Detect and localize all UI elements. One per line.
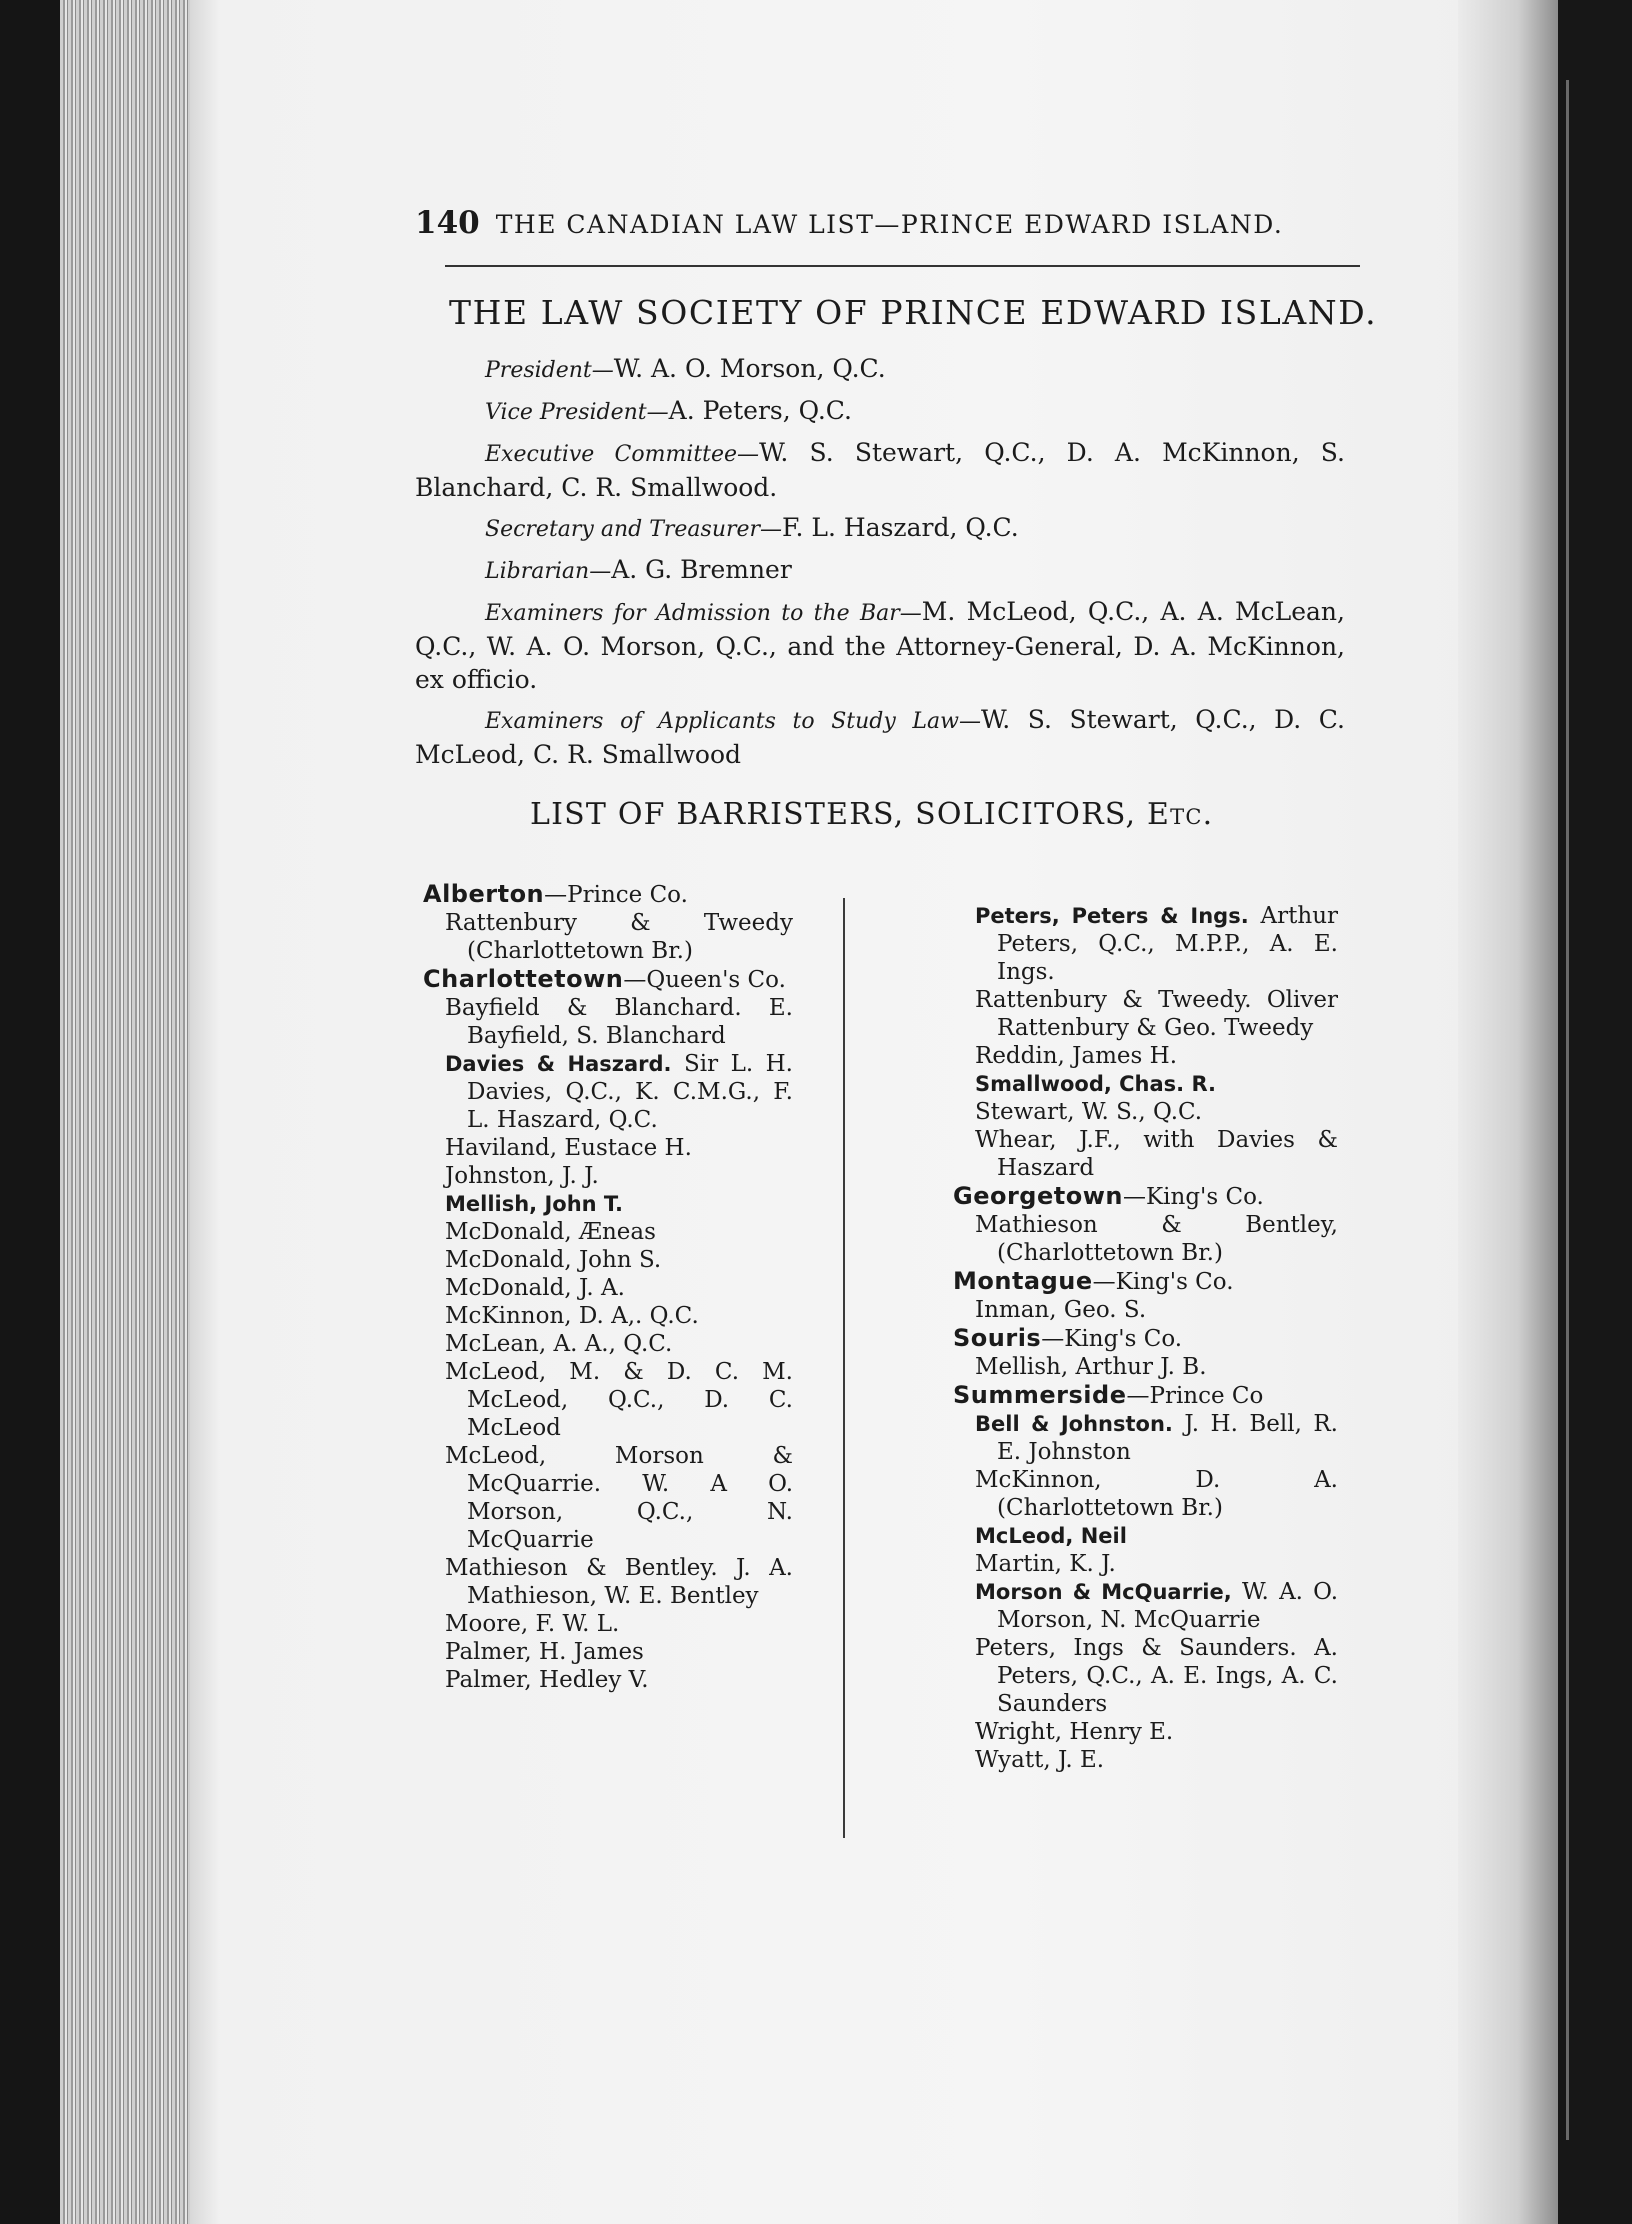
firm-name: Smallwood, Chas. R. xyxy=(975,1072,1217,1096)
firm-name: Peters, Peters & Ings. xyxy=(975,904,1249,928)
entry-text: Bayfield & Blanchard. E. Bayfield, S. Blanchard xyxy=(445,995,793,1049)
county-name: —Prince Co xyxy=(1126,1383,1264,1409)
entry-text: Palmer, H. James xyxy=(445,1639,644,1665)
barrister-entry xyxy=(975,1296,1338,1324)
barrister-entry xyxy=(975,986,1338,1042)
barrister-entry xyxy=(445,1330,793,1358)
running-title: THE CANADIAN LAW LIST—PRINCE EDWARD ISLAND. xyxy=(495,210,1284,239)
entry-text: Mathieson & Bentley, (Charlottetown Br.) xyxy=(975,1212,1338,1266)
entry-text: Wright, Henry E. xyxy=(975,1719,1174,1745)
officer-librarian: Librarian—A. G. Bremner xyxy=(485,555,792,584)
entry-text: Rattenbury & Tweedy. Oliver Rattenbury & Geo. Tweedy xyxy=(975,987,1338,1041)
firm-name: Mellish, John T. xyxy=(445,1192,624,1216)
officer-examiners-bar: Examiners for Admission to the Bar—M. McLeod, Q.C., A. A. McLean, Q.C., W. A. O. Morson, Q.C., and the Attorney-General, D. A. McKinnon, ex officio. xyxy=(415,597,1345,694)
town-name: Souris xyxy=(953,1324,1042,1352)
scan-background-right xyxy=(1558,0,1632,2224)
barrister-entry xyxy=(975,1718,1338,1746)
entry-text: McKinnon, D. A. (Charlottetown Br.) xyxy=(975,1467,1338,1521)
barrister-entry xyxy=(445,1442,793,1554)
barrister-entry xyxy=(975,1466,1338,1522)
county-name: —Queen's Co. xyxy=(623,967,786,993)
entry-text: Peters, Ings & Saunders. A. Peters, Q.C., A. E. Ings, A. C. Saunders xyxy=(975,1635,1338,1717)
officer-secretary-treasurer: Secretary and Treasurer—F. L. Haszard, Q.C. xyxy=(485,513,1019,542)
entry-text: Johnston, J. J. xyxy=(445,1163,599,1189)
barrister-entry xyxy=(975,1522,1338,1550)
officer-examiners-study: Examiners of Applicants to Study Law—W. S. Stewart, Q.C., D. C. McLeod, C. R. Smallwood xyxy=(415,705,1345,769)
barristers-columns xyxy=(423,880,1343,1860)
entry-text: W. A. O. Morson, N. McQuarrie xyxy=(997,1579,1339,1633)
town-name: Georgetown xyxy=(953,1182,1123,1210)
town-heading xyxy=(953,1324,1338,1353)
barrister-entry xyxy=(445,1638,793,1666)
entry-text: Inman, Geo. S. xyxy=(975,1297,1147,1323)
entry-text: Palmer, Hedley V. xyxy=(445,1667,649,1693)
book-page-edges xyxy=(60,0,190,2224)
officer-vice-president: Vice President—A. Peters, Q.C. xyxy=(485,396,852,425)
barrister-entry xyxy=(975,1634,1338,1718)
entry-text: Martin, K. J. xyxy=(975,1551,1116,1577)
barrister-entry xyxy=(445,1302,793,1330)
left-column xyxy=(423,880,793,1694)
barrister-entry xyxy=(445,1274,793,1302)
town-heading xyxy=(423,965,793,994)
barrister-entry xyxy=(445,1218,793,1246)
officers-list xyxy=(415,352,1345,771)
entry-text: Whear, J.F., with Davies & Haszard xyxy=(975,1127,1338,1181)
barrister-entry xyxy=(445,1610,793,1638)
town-heading xyxy=(953,1267,1338,1296)
barrister-entry xyxy=(975,1126,1338,1182)
entry-text: McDonald, Æneas xyxy=(445,1219,656,1245)
entry-text: McDonald, John S. xyxy=(445,1247,662,1273)
barrister-entry xyxy=(445,1666,793,1694)
page-content xyxy=(415,205,1378,846)
entry-text: Arthur Peters, Q.C., M.P.P., A. E. Ings. xyxy=(997,903,1338,985)
entry-text: McLeod, M. & D. C. M. McLeod, Q.C., D. C. McLeod xyxy=(445,1359,793,1441)
entry-text: Mellish, Arthur J. B. xyxy=(975,1354,1207,1380)
barrister-entry xyxy=(975,1578,1338,1634)
barrister-entry xyxy=(975,1098,1338,1126)
barrister-entry xyxy=(445,1134,793,1162)
county-name: —King's Co. xyxy=(1092,1269,1234,1295)
barrister-entry xyxy=(445,1190,793,1218)
firm-name: Davies & Haszard. xyxy=(445,1052,672,1076)
barrister-entry xyxy=(445,1554,793,1610)
town-name: Summerside xyxy=(953,1381,1127,1409)
county-name: —King's Co. xyxy=(1122,1184,1264,1210)
entry-text: McLeod, Morson & McQuarrie. W. A O. Morson, Q.C., N. McQuarrie xyxy=(445,1443,793,1553)
entry-text: Haviland, Eustace H. xyxy=(445,1135,692,1161)
running-head xyxy=(415,205,1345,241)
officer-president: President—W. A. O. Morson, Q.C. xyxy=(485,354,886,383)
town-heading xyxy=(953,1381,1338,1410)
book-gutter xyxy=(1458,0,1558,2224)
firm-name: McLeod, Neil xyxy=(975,1524,1127,1548)
facing-page-edge xyxy=(1566,80,1569,2140)
entry-text: Wyatt, J. E. xyxy=(975,1747,1105,1773)
barrister-entry xyxy=(975,1550,1338,1578)
barrister-entry xyxy=(975,1042,1338,1070)
entry-text: Sir L. H. Davies, Q.C., K. C.M.G., F. L. Haszard, Q.C. xyxy=(467,1051,793,1133)
town-heading xyxy=(423,880,793,909)
entry-text: Mathieson & Bentley. J. A. Mathieson, W. E. Bentley xyxy=(445,1555,793,1609)
list-title: LIST OF BARRISTERS, SOLICITORS, Etc. xyxy=(530,797,1214,832)
header-rule xyxy=(445,265,1360,267)
barrister-entry xyxy=(975,1211,1338,1267)
entry-text: McDonald, J. A. xyxy=(445,1275,625,1301)
barrister-entry xyxy=(445,1246,793,1274)
town-name: Charlottetown xyxy=(423,965,624,993)
society-title: THE LAW SOCIETY OF PRINCE EDWARD ISLAND. xyxy=(449,293,1378,332)
firm-name: Bell & Johnston. xyxy=(975,1412,1173,1436)
barrister-entry xyxy=(975,902,1338,986)
town-name: Alberton xyxy=(423,880,545,908)
officer-executive-committee: Executive Committee—W. S. Stewart, Q.C., D. A. McKinnon, S. Blanchard, C. R. Smallwood. xyxy=(415,438,1345,502)
right-column xyxy=(953,902,1338,1774)
barrister-entry xyxy=(445,994,793,1050)
entry-text: J. H. Bell, R. E. Johnston xyxy=(997,1411,1338,1465)
firm-name: Morson & McQuarrie, xyxy=(975,1580,1232,1604)
barrister-entry xyxy=(445,1050,793,1134)
entry-text: Reddin, James H. xyxy=(975,1043,1178,1069)
county-name: —King's Co. xyxy=(1041,1326,1183,1352)
barrister-entry xyxy=(445,1358,793,1442)
column-divider xyxy=(843,898,845,1838)
barrister-entry xyxy=(975,1070,1338,1098)
barrister-entry xyxy=(975,1353,1338,1381)
barrister-entry xyxy=(445,909,793,965)
entry-text: Stewart, W. S., Q.C. xyxy=(975,1099,1203,1125)
page-number: 140 xyxy=(415,205,480,241)
town-name: Montague xyxy=(953,1267,1093,1295)
entry-text: McKinnon, D. A,. Q.C. xyxy=(445,1303,699,1329)
entry-text: Rattenbury & Tweedy (Charlottetown Br.) xyxy=(445,910,793,964)
county-name: —Prince Co. xyxy=(544,882,688,908)
barrister-entry xyxy=(975,1746,1338,1774)
town-heading xyxy=(953,1182,1338,1211)
entry-text: McLean, A. A., Q.C. xyxy=(445,1331,673,1357)
entry-text: Moore, F. W. L. xyxy=(445,1611,620,1637)
barrister-entry xyxy=(975,1410,1338,1466)
barrister-entry xyxy=(445,1162,793,1190)
